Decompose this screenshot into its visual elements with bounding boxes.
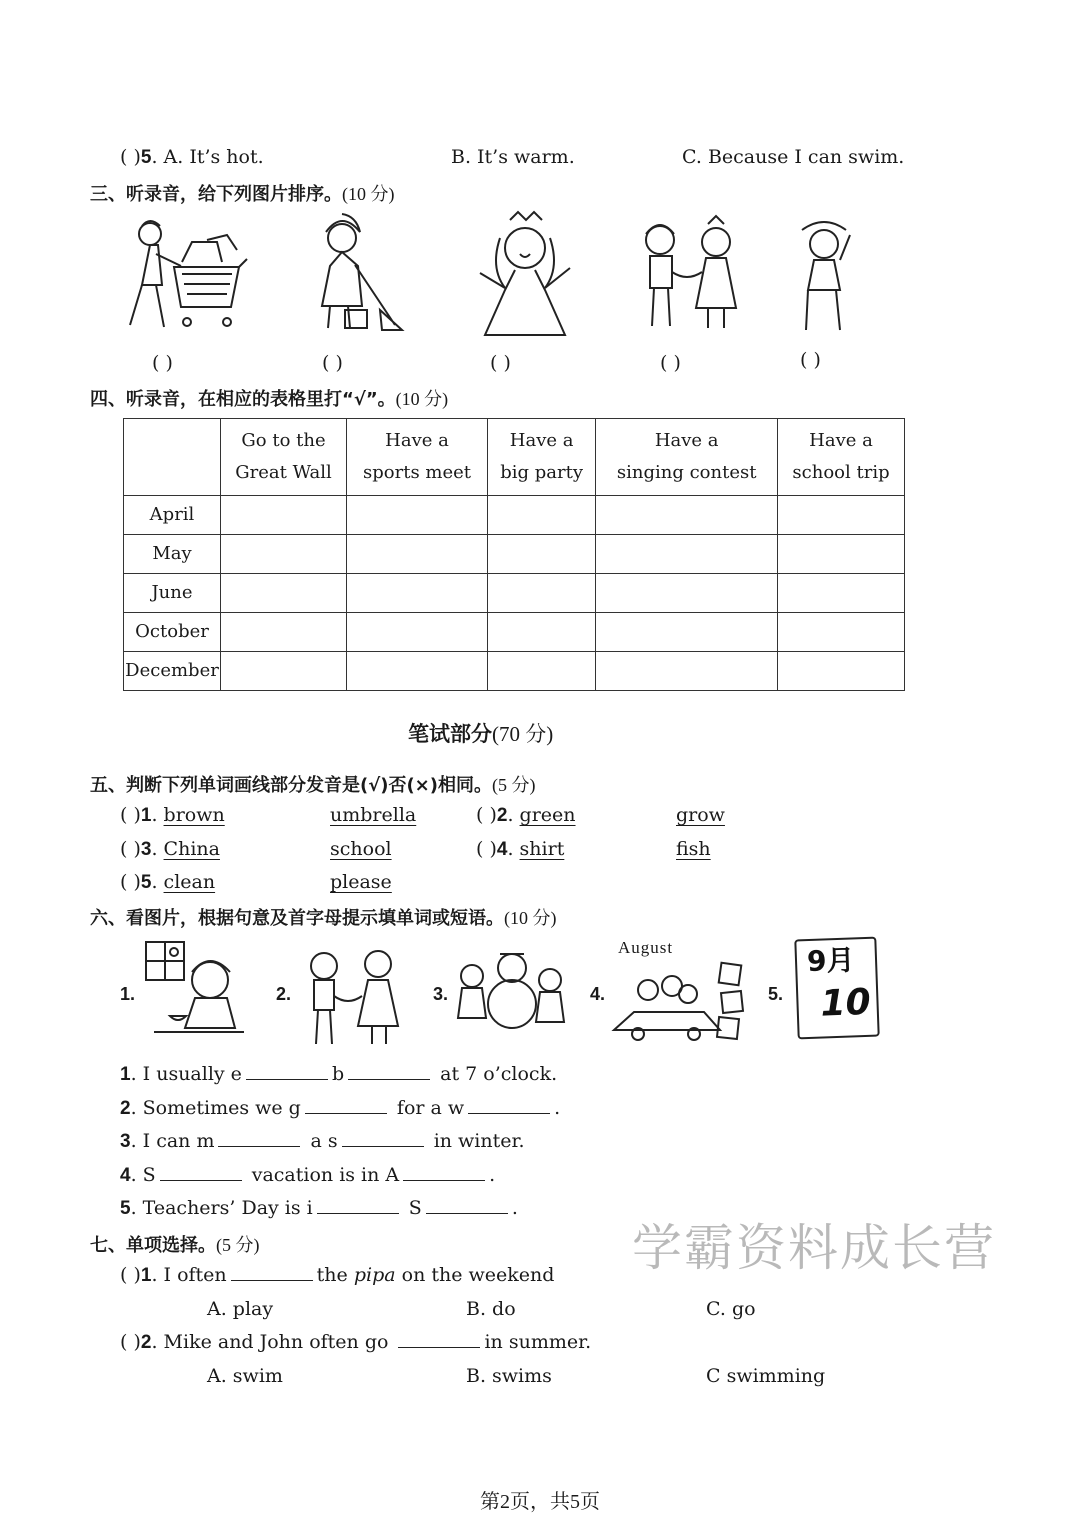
check-cell[interactable] bbox=[487, 574, 595, 613]
calendar-page-illustration bbox=[794, 937, 879, 1040]
pronunciation-item-4: ( )4. shirt bbox=[476, 838, 565, 860]
check-cell[interactable] bbox=[487, 496, 595, 535]
check-cell[interactable] bbox=[347, 535, 488, 574]
check-cell[interactable] bbox=[347, 613, 488, 652]
month-cell: December bbox=[124, 652, 221, 691]
pic-label-5: 5. bbox=[768, 984, 784, 1004]
section-4-title: 四、听录音，在相应的表格里打“√”。(10 分) bbox=[90, 389, 449, 410]
summer-vacation-illustration bbox=[608, 960, 750, 1044]
blank-input[interactable] bbox=[403, 1165, 485, 1181]
pic-label-3: 3. bbox=[433, 984, 449, 1004]
q1-option-c[interactable]: C. go bbox=[706, 1298, 756, 1320]
blank-input[interactable] bbox=[398, 1332, 480, 1348]
q2-option-b[interactable]: B. swims bbox=[466, 1365, 552, 1387]
boy-and-girl-illustration bbox=[628, 212, 753, 337]
pronunciation-item-5: ( )5. clean bbox=[120, 871, 216, 893]
check-cell[interactable] bbox=[487, 535, 595, 574]
order-bracket-1[interactable]: ( ) bbox=[152, 352, 173, 374]
month-cell: October bbox=[124, 613, 221, 652]
check-cell[interactable] bbox=[487, 613, 595, 652]
q2-option-c[interactable]: C swimming bbox=[706, 1365, 826, 1387]
august-label: August bbox=[618, 938, 674, 957]
section-7-title: 七、单项选择。(5 分) bbox=[90, 1235, 260, 1256]
order-bracket-3[interactable]: ( ) bbox=[490, 352, 511, 374]
blank-input[interactable] bbox=[426, 1198, 508, 1214]
table-row bbox=[124, 613, 905, 652]
calendar-month: 9月 bbox=[806, 943, 856, 979]
blank-input[interactable] bbox=[317, 1198, 399, 1214]
compare-word-3: school bbox=[330, 838, 392, 860]
compare-word-5: please bbox=[330, 871, 392, 893]
check-cell[interactable] bbox=[487, 652, 595, 691]
check-cell[interactable] bbox=[596, 535, 778, 574]
order-bracket-2[interactable]: ( ) bbox=[322, 352, 343, 374]
written-part-heading: 笔试部分(70 分) bbox=[408, 722, 554, 746]
header-cell: Have a school trip bbox=[778, 419, 905, 496]
table-row bbox=[124, 535, 905, 574]
sweeping-girl-illustration bbox=[300, 210, 410, 335]
check-cell[interactable] bbox=[778, 535, 905, 574]
points: (5 分) bbox=[216, 1235, 260, 1255]
fill-sentence-1: 1. I usually e b at 7 o’clock. bbox=[120, 1063, 558, 1085]
activity-table bbox=[123, 418, 905, 691]
check-cell[interactable] bbox=[778, 613, 905, 652]
month-cell: April bbox=[124, 496, 221, 535]
blank-input[interactable] bbox=[218, 1131, 300, 1147]
answer-paren: ( ) bbox=[120, 146, 141, 168]
check-cell[interactable] bbox=[596, 613, 778, 652]
header-cell: Have a big party bbox=[487, 419, 595, 496]
compare-word-4: fish bbox=[676, 838, 711, 860]
option-b: B. It’s warm. bbox=[451, 146, 575, 168]
check-cell[interactable] bbox=[347, 496, 488, 535]
check-cell[interactable] bbox=[596, 652, 778, 691]
order-bracket-4[interactable]: ( ) bbox=[660, 352, 681, 374]
page-number: 第2页，共5页 bbox=[480, 1491, 600, 1513]
blank-input[interactable] bbox=[231, 1265, 313, 1281]
section-6-title: 六、看图片，根据句意及首字母提示填单词或短语。(10 分) bbox=[90, 908, 557, 929]
check-cell[interactable] bbox=[596, 496, 778, 535]
table-header-row bbox=[124, 419, 905, 496]
corner-cell bbox=[124, 419, 221, 496]
check-cell[interactable] bbox=[347, 652, 488, 691]
q1-option-b[interactable]: B. do bbox=[466, 1298, 516, 1320]
check-cell[interactable] bbox=[221, 535, 347, 574]
points: (10 分) bbox=[504, 908, 557, 928]
fill-sentence-3: 3. I can m a s in winter. bbox=[120, 1130, 525, 1152]
pronunciation-item-1: ( )1. brown bbox=[120, 804, 225, 826]
table-row bbox=[124, 496, 905, 535]
fill-sentence-5: 5. Teachers’ Day is i S . bbox=[120, 1197, 518, 1219]
pic-label-1: 1. bbox=[120, 984, 136, 1004]
watermark-text: 学霸资料成长营 bbox=[632, 1219, 996, 1277]
header-cell: Have a singing contest bbox=[596, 419, 778, 496]
girl-with-hat-illustration bbox=[790, 212, 860, 337]
check-cell[interactable] bbox=[221, 652, 347, 691]
section-5-title: 五、判断下列单词画线部分发音是(√)否(×)相同。(5 分) bbox=[90, 775, 536, 796]
question-5-row bbox=[120, 146, 264, 169]
question-number: 5 bbox=[140, 147, 152, 168]
check-cell[interactable] bbox=[347, 574, 488, 613]
compare-word-1: umbrella bbox=[330, 804, 417, 826]
header-cell: Have a sports meet bbox=[347, 419, 488, 496]
points: (10 分) bbox=[395, 389, 449, 409]
check-cell[interactable] bbox=[778, 496, 905, 535]
month-cell: June bbox=[124, 574, 221, 613]
section-3-title: 三、听录音，给下列图片排序。(10 分) bbox=[90, 184, 395, 205]
blank-input[interactable] bbox=[160, 1165, 242, 1181]
check-cell[interactable] bbox=[221, 574, 347, 613]
princess-illustration bbox=[470, 208, 580, 338]
option-c: C. Because I can swim. bbox=[682, 146, 905, 168]
check-cell[interactable] bbox=[221, 613, 347, 652]
check-cell[interactable] bbox=[221, 496, 347, 535]
breakfast-boy-illustration bbox=[140, 940, 252, 1040]
choice-question-1: ( )1. I often the pipa on the weekend bbox=[120, 1264, 555, 1286]
table-row bbox=[124, 574, 905, 613]
choice-question-2: ( )2. Mike and John often go in summer. bbox=[120, 1331, 592, 1353]
pic-label-2: 2. bbox=[276, 984, 292, 1004]
header-cell: Go to the Great Wall bbox=[221, 419, 347, 496]
blank-input[interactable] bbox=[342, 1131, 424, 1147]
q1-option-a[interactable]: A. play bbox=[207, 1298, 274, 1320]
pronunciation-item-2: ( )2. green bbox=[476, 804, 576, 826]
table-row bbox=[124, 652, 905, 691]
points: (5 分) bbox=[492, 775, 536, 795]
two-children-illustration bbox=[296, 940, 408, 1048]
option-a: . A. It’s hot. bbox=[151, 146, 264, 168]
check-cell[interactable] bbox=[596, 574, 778, 613]
pronunciation-item-3: ( )3. China bbox=[120, 838, 220, 860]
snowman-illustration bbox=[452, 946, 567, 1034]
shopping-woman-illustration bbox=[112, 212, 252, 337]
compare-word-2: grow bbox=[676, 804, 725, 826]
blank-input[interactable] bbox=[305, 1098, 387, 1114]
fill-sentence-2: 2. Sometimes we g for a w . bbox=[120, 1097, 561, 1119]
check-cell[interactable] bbox=[778, 574, 905, 613]
points: (10 分) bbox=[342, 184, 395, 204]
blank-input[interactable] bbox=[246, 1064, 328, 1080]
q2-option-a[interactable]: A. swim bbox=[207, 1365, 283, 1387]
check-cell[interactable] bbox=[778, 652, 905, 691]
calendar-day: 10 bbox=[819, 981, 872, 1025]
month-cell: May bbox=[124, 535, 221, 574]
blank-input[interactable] bbox=[348, 1064, 430, 1080]
order-bracket-5[interactable]: ( ) bbox=[800, 349, 821, 371]
pic-label-4: 4. bbox=[590, 984, 606, 1004]
fill-sentence-4: 4. S vacation is in A . bbox=[120, 1164, 496, 1186]
blank-input[interactable] bbox=[468, 1098, 550, 1114]
